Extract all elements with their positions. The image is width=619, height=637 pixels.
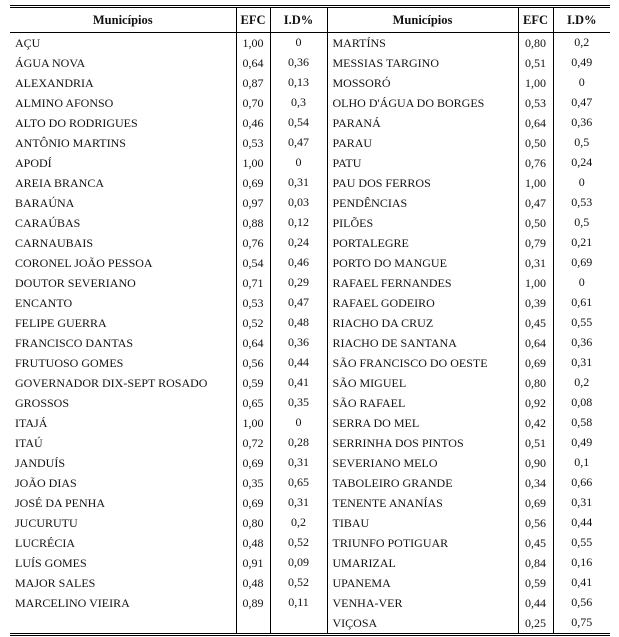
table-row xyxy=(10,573,610,593)
right-municipio: TENENTE ANANÍAS xyxy=(327,493,518,513)
right-municipio: MOSSORÓ xyxy=(327,73,518,93)
table-row xyxy=(10,393,610,413)
left-id-value: 0,65 xyxy=(270,473,327,493)
right-id-value: 0,5 xyxy=(553,213,610,233)
table-row xyxy=(10,133,610,153)
table-row xyxy=(10,233,610,253)
left-id-value: 0,2 xyxy=(270,513,327,533)
left-municipio: LUCRÉCIA xyxy=(15,535,75,550)
left-efc-value: 0,97 xyxy=(236,193,270,213)
table-row xyxy=(10,493,610,513)
table-row xyxy=(10,153,610,173)
right-id-value: 0,41 xyxy=(553,573,610,593)
left-id-value: 0,48 xyxy=(270,313,327,333)
right-id-value: 0,1 xyxy=(553,453,610,473)
right-efc-value: 0,80 xyxy=(518,33,553,54)
right-id-value: 0,24 xyxy=(553,153,610,173)
right-efc-value: 0,79 xyxy=(518,233,553,253)
left-efc-value: 0,65 xyxy=(236,393,270,413)
right-municipio: PORTO DO MANGUE xyxy=(327,253,518,273)
right-efc-value: 0,31 xyxy=(518,253,553,273)
header-efc-right: EFC xyxy=(518,7,553,33)
right-id-value: 0,66 xyxy=(553,473,610,493)
right-efc-value: 0,80 xyxy=(518,373,553,393)
left-efc-value: 0,69 xyxy=(236,173,270,193)
left-municipio: GROSSOS xyxy=(15,395,70,410)
table-row xyxy=(10,413,610,433)
right-id-value: 0,56 xyxy=(553,593,610,613)
table-row xyxy=(10,213,610,233)
left-municipio: FRANCISCO DANTAS xyxy=(15,335,134,350)
right-municipio: VENHA-VER xyxy=(327,593,518,613)
right-id-value: 0,31 xyxy=(553,353,610,373)
right-id-value: 0,44 xyxy=(553,513,610,533)
right-id-value: 0 xyxy=(553,173,610,193)
right-efc-value: 0,51 xyxy=(518,433,553,453)
left-efc-value: 0,35 xyxy=(236,473,270,493)
right-efc-value: 0,50 xyxy=(518,213,553,233)
right-municipio: PATU xyxy=(327,153,518,173)
right-municipio: SERRA DO MEL xyxy=(327,413,518,433)
right-efc-value: 0,42 xyxy=(518,413,553,433)
right-efc-value: 0,25 xyxy=(518,613,553,635)
left-municipio: JUCURUTU xyxy=(15,515,78,530)
right-efc-value: 1,00 xyxy=(518,73,553,93)
left-municipio: ALMINO AFONSO xyxy=(15,95,114,110)
right-municipio: PORTALEGRE xyxy=(327,233,518,253)
right-efc-value: 0,47 xyxy=(518,193,553,213)
left-municipio: ITAÚ xyxy=(15,435,43,450)
left-efc-value: 0,48 xyxy=(236,533,270,553)
left-municipio: JANDUÍS xyxy=(15,455,66,470)
left-efc-value: 0,53 xyxy=(236,293,270,313)
left-municipio: JOSÉ DA PENHA xyxy=(15,495,106,510)
right-efc-value: 0,64 xyxy=(518,113,553,133)
left-municipio: AÇU xyxy=(15,35,41,50)
municipalities-table xyxy=(10,5,610,636)
right-efc-value: 1,00 xyxy=(518,173,553,193)
right-id-value: 0,5 xyxy=(553,133,610,153)
table-row xyxy=(10,293,610,313)
right-id-value: 0,2 xyxy=(553,373,610,393)
right-municipio: RIACHO DA CRUZ xyxy=(327,313,518,333)
right-municipio: SÃO FRANCISCO DO OESTE xyxy=(327,353,518,373)
right-id-value: 0 xyxy=(553,273,610,293)
left-efc-value: 1,00 xyxy=(236,413,270,433)
left-municipio: ALTO DO RODRIGUES xyxy=(15,115,138,130)
left-id-value: 0,13 xyxy=(270,73,327,93)
right-municipio: TABOLEIRO GRANDE xyxy=(327,473,518,493)
right-efc-value: 0,56 xyxy=(518,513,553,533)
right-efc-value: 0,76 xyxy=(518,153,553,173)
right-efc-value: 0,69 xyxy=(518,493,553,513)
left-efc-value: 0,88 xyxy=(236,213,270,233)
right-efc-value: 0,34 xyxy=(518,473,553,493)
table-row xyxy=(10,553,610,573)
header-efc-left: EFC xyxy=(236,7,270,33)
right-municipio: PAU DOS FERROS xyxy=(327,173,518,193)
left-municipio: ENCANTO xyxy=(15,295,73,310)
left-efc-value: 0,89 xyxy=(236,593,270,613)
left-id-value: 0,09 xyxy=(270,553,327,573)
left-id-value: 0,47 xyxy=(270,133,327,153)
left-efc-value: 0,53 xyxy=(236,133,270,153)
table-row xyxy=(10,173,610,193)
left-id-value: 0,35 xyxy=(270,393,327,413)
left-municipio: CARAÚBAS xyxy=(15,215,81,230)
right-efc-value: 1,00 xyxy=(518,273,553,293)
table-row xyxy=(10,53,610,73)
left-id-value: 0,52 xyxy=(270,533,327,553)
left-id-value: 0,12 xyxy=(270,213,327,233)
right-id-value: 0,2 xyxy=(553,33,610,54)
right-efc-value: 0,50 xyxy=(518,133,553,153)
table-row xyxy=(10,33,610,54)
left-id-value: 0,31 xyxy=(270,453,327,473)
right-id-value: 0,36 xyxy=(553,333,610,353)
left-efc-value xyxy=(236,613,270,635)
right-efc-value: 0,39 xyxy=(518,293,553,313)
right-municipio: UPANEMA xyxy=(327,573,518,593)
table-row xyxy=(10,593,610,613)
right-id-value: 0,55 xyxy=(553,313,610,333)
table-row xyxy=(10,513,610,533)
left-id-value: 0,29 xyxy=(270,273,327,293)
left-municipio: JOÃO DIAS xyxy=(15,475,77,490)
right-municipio: PENDÊNCIAS xyxy=(327,193,518,213)
table-row xyxy=(10,253,610,273)
right-id-value: 0,55 xyxy=(553,533,610,553)
right-efc-value: 0,90 xyxy=(518,453,553,473)
right-id-value: 0,61 xyxy=(553,293,610,313)
left-id-value: 0,47 xyxy=(270,293,327,313)
left-municipio: ÁGUA NOVA xyxy=(15,55,86,70)
left-efc-value: 0,46 xyxy=(236,113,270,133)
header-municipios-left: Municípios xyxy=(10,7,236,33)
right-municipio: TIBAU xyxy=(327,513,518,533)
right-efc-value: 0,69 xyxy=(518,353,553,373)
header-id-right: I.D% xyxy=(553,7,610,33)
left-efc-value: 0,87 xyxy=(236,73,270,93)
left-efc-value: 1,00 xyxy=(236,33,270,54)
left-municipio: APODÍ xyxy=(15,155,52,170)
left-municipio: DOUTOR SEVERIANO xyxy=(15,275,136,290)
left-id-value: 0,31 xyxy=(270,493,327,513)
right-id-value: 0,16 xyxy=(553,553,610,573)
left-efc-value: 0,54 xyxy=(236,253,270,273)
right-municipio: SERRINHA DOS PINTOS xyxy=(327,433,518,453)
right-municipio: RIACHO DE SANTANA xyxy=(327,333,518,353)
table-row xyxy=(10,73,610,93)
left-id-value: 0,52 xyxy=(270,573,327,593)
left-id-value: 0,54 xyxy=(270,113,327,133)
right-id-value: 0,08 xyxy=(553,393,610,413)
right-municipio: MARTÍNS xyxy=(327,33,518,54)
left-municipio: ANTÔNIO MARTINS xyxy=(15,135,126,150)
left-efc-value: 0,69 xyxy=(236,453,270,473)
table-row xyxy=(10,193,610,213)
table-row xyxy=(10,613,610,635)
left-id-value: 0,3 xyxy=(270,93,327,113)
right-municipio: SEVERIANO MELO xyxy=(327,453,518,473)
left-id-value: 0 xyxy=(270,153,327,173)
table-row xyxy=(10,453,610,473)
table-row xyxy=(10,433,610,453)
left-efc-value: 0,76 xyxy=(236,233,270,253)
left-id-value: 0,31 xyxy=(270,173,327,193)
right-id-value: 0,49 xyxy=(553,53,610,73)
right-id-value: 0,53 xyxy=(553,193,610,213)
left-id-value: 0,03 xyxy=(270,193,327,213)
right-municipio: MESSIAS TARGINO xyxy=(327,53,518,73)
right-municipio: RAFAEL GODEIRO xyxy=(327,293,518,313)
left-municipio: MARCELINO VIEIRA xyxy=(15,595,130,610)
right-municipio: UMARIZAL xyxy=(327,553,518,573)
left-efc-value: 0,52 xyxy=(236,313,270,333)
left-municipio: CORONEL JOÃO PESSOA xyxy=(15,255,153,270)
left-municipio: FRUTUOSO GOMES xyxy=(15,355,124,370)
left-id-value: 0,11 xyxy=(270,593,327,613)
right-efc-value: 0,45 xyxy=(518,533,553,553)
table-row xyxy=(10,113,610,133)
left-efc-value: 1,00 xyxy=(236,153,270,173)
left-municipio xyxy=(10,613,236,635)
left-efc-value: 0,69 xyxy=(236,493,270,513)
left-municipio: AREIA BRANCA xyxy=(15,175,105,190)
right-municipio: TRIUNFO POTIGUAR xyxy=(327,533,518,553)
right-municipio: OLHO D'ÁGUA DO BORGES xyxy=(327,93,518,113)
table-row xyxy=(10,373,610,393)
left-id-value: 0 xyxy=(270,33,327,54)
left-id-value: 0 xyxy=(270,413,327,433)
left-id-value: 0,28 xyxy=(270,433,327,453)
table-row xyxy=(10,313,610,333)
left-efc-value: 0,64 xyxy=(236,53,270,73)
left-efc-value: 0,48 xyxy=(236,573,270,593)
left-id-value: 0,24 xyxy=(270,233,327,253)
left-id-value: 0,44 xyxy=(270,353,327,373)
left-municipio: MAJOR SALES xyxy=(15,575,96,590)
table-body xyxy=(10,33,610,635)
table-row xyxy=(10,473,610,493)
right-municipio: PILÕES xyxy=(327,213,518,233)
left-id-value: 0,36 xyxy=(270,53,327,73)
left-id-value: 0,36 xyxy=(270,333,327,353)
left-municipio: FELIPE GUERRA xyxy=(15,315,107,330)
left-efc-value: 0,64 xyxy=(236,333,270,353)
right-id-value: 0,58 xyxy=(553,413,610,433)
right-id-value: 0,36 xyxy=(553,113,610,133)
left-efc-value: 0,80 xyxy=(236,513,270,533)
right-efc-value: 0,84 xyxy=(518,553,553,573)
right-municipio: VIÇOSA xyxy=(327,613,518,635)
left-municipio: GOVERNADOR DIX-SEPT ROSADO xyxy=(15,375,208,390)
right-id-value: 0 xyxy=(553,73,610,93)
left-id-value xyxy=(270,613,327,635)
header-row xyxy=(10,7,610,33)
right-municipio: SÃO MIGUEL xyxy=(327,373,518,393)
right-id-value: 0,75 xyxy=(553,613,610,635)
right-efc-value: 0,51 xyxy=(518,53,553,73)
right-efc-value: 0,59 xyxy=(518,573,553,593)
right-municipio: RAFAEL FERNANDES xyxy=(327,273,518,293)
header-id-left: I.D% xyxy=(270,7,327,33)
table-row xyxy=(10,333,610,353)
left-municipio: ITAJÁ xyxy=(15,415,48,430)
right-id-value: 0,31 xyxy=(553,493,610,513)
right-id-value: 0,49 xyxy=(553,433,610,453)
right-efc-value: 0,53 xyxy=(518,93,553,113)
left-municipio: BARAÚNA xyxy=(15,195,75,210)
header-municipios-right: Municípios xyxy=(327,7,518,33)
right-id-value: 0,21 xyxy=(553,233,610,253)
right-efc-value: 0,64 xyxy=(518,333,553,353)
right-id-value: 0,47 xyxy=(553,93,610,113)
left-id-value: 0,46 xyxy=(270,253,327,273)
left-efc-value: 0,56 xyxy=(236,353,270,373)
right-municipio: SÃO RAFAEL xyxy=(327,393,518,413)
right-municipio: PARANÁ xyxy=(327,113,518,133)
right-municipio: PARAU xyxy=(327,133,518,153)
left-efc-value: 0,59 xyxy=(236,373,270,393)
left-efc-value: 0,70 xyxy=(236,93,270,113)
right-efc-value: 0,92 xyxy=(518,393,553,413)
left-efc-value: 0,91 xyxy=(236,553,270,573)
left-efc-value: 0,72 xyxy=(236,433,270,453)
left-efc-value: 0,71 xyxy=(236,273,270,293)
right-efc-value: 0,45 xyxy=(518,313,553,333)
left-municipio: LUÍS GOMES xyxy=(15,555,87,570)
left-id-value: 0,41 xyxy=(270,373,327,393)
left-municipio: ALEXANDRIA xyxy=(15,75,94,90)
table-row xyxy=(10,93,610,113)
right-id-value: 0,69 xyxy=(553,253,610,273)
left-municipio: CARNAUBAIS xyxy=(15,235,94,250)
table-row xyxy=(10,353,610,373)
table-row xyxy=(10,273,610,293)
right-efc-value: 0,44 xyxy=(518,593,553,613)
table-row xyxy=(10,533,610,553)
